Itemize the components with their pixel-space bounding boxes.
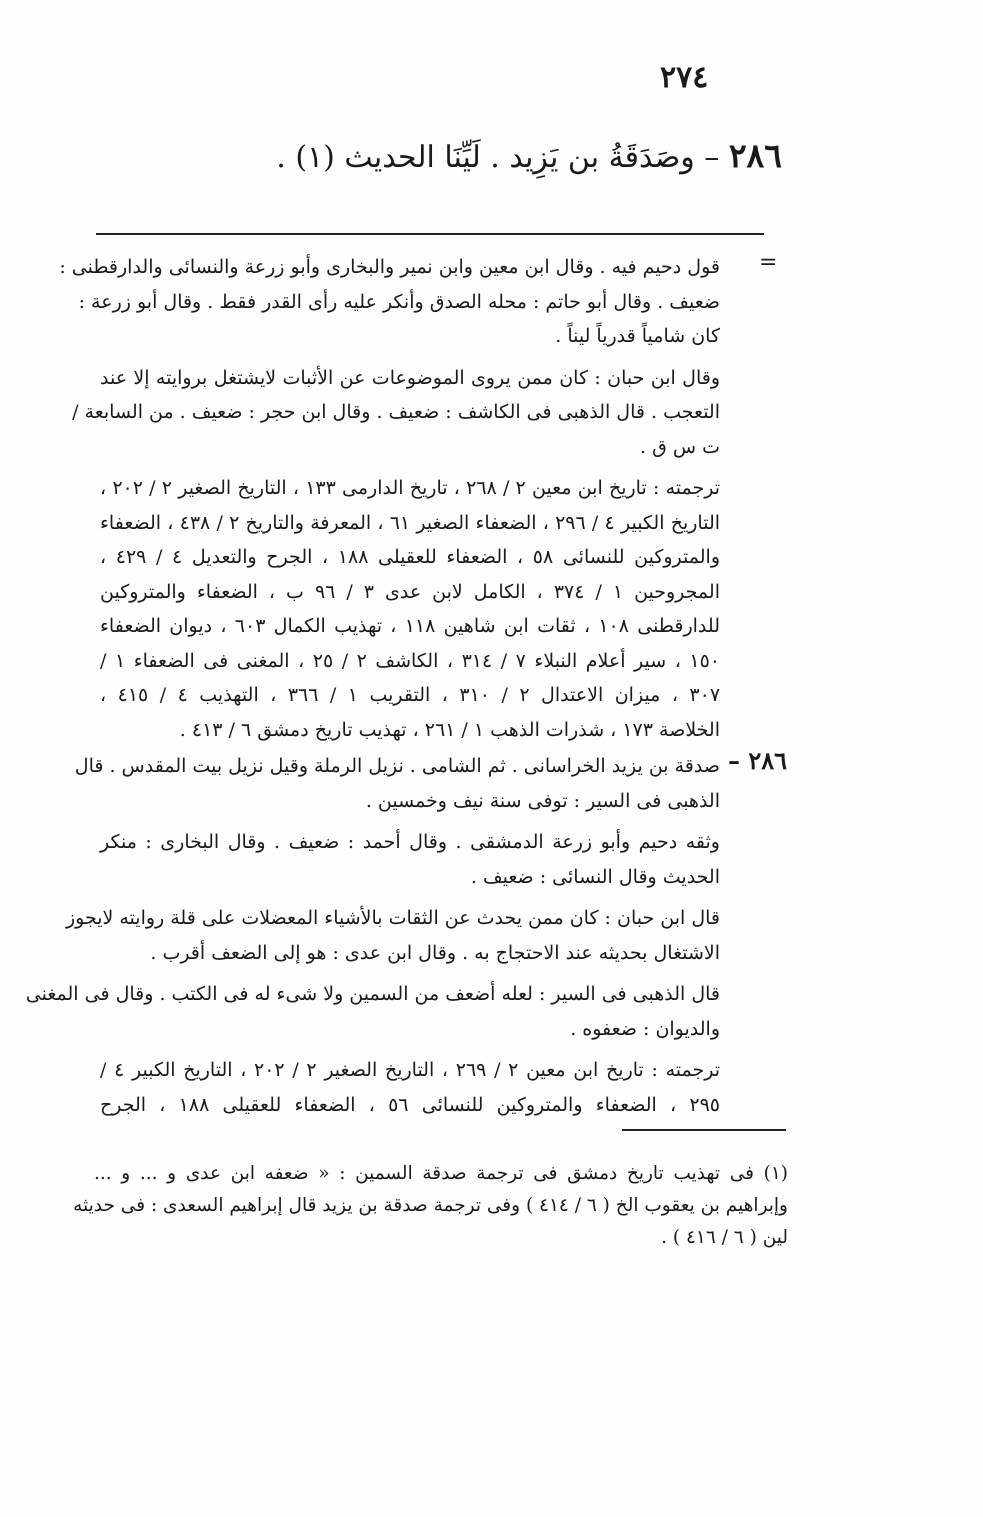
- continuation-mark: =: [759, 250, 778, 275]
- text-line: ضعيف . وقال أبو حاتم : محله الصدق وأنكر عليه رأى القدر فقط . وقال أبو زرعة :: [78, 290, 720, 313]
- text-line: ٢٩٥ ، الضعفاء والمتروكين للنسائى ٥٦ ، الضعفاء للعقيلى ١٨٨ ، الجرح: [100, 1093, 720, 1116]
- footnote-line: لين ( ٦ / ٤١٦ ) .: [661, 1227, 788, 1248]
- paragraph: [72, 361, 720, 465]
- text-line: وقال ابن حبان : كان ممن يروى الموضوعات عن الأثبات لايشتغل بروايته إلا عند: [100, 366, 720, 389]
- text-line: المجروحين ١ / ٣٧٤ ، الكامل لابن عدى ٣ / ٩٦ ب ، الضعفاء والمتروكين: [100, 580, 720, 603]
- text-line: والديوان : ضعفوه .: [570, 1017, 720, 1040]
- paragraph: [100, 1053, 720, 1122]
- commentary-block-b: [25, 749, 721, 1129]
- text-line: ت س ق .: [640, 435, 720, 458]
- text-line: ترجمته : تاريخ ابن معين ٢ / ٢٦٩ ، التاريخ الصغير ٢ / ٢٠٢ ، التاريخ الكبير ٤ /: [100, 1059, 721, 1081]
- section-divider: [96, 233, 764, 235]
- text-line: صدقة بن يزيد الخراسانى . ثم الشامى . نزيل الرملة وقيل نزيل بيت المقدس . قال: [74, 755, 720, 777]
- page-number: ٢٧٤: [660, 60, 709, 95]
- paragraph: [74, 749, 720, 818]
- footnote-divider: [622, 1129, 786, 1131]
- paragraph: [59, 250, 720, 354]
- text-line: ترجمته : تاريخ ابن معين ٢ / ٢٦٨ ، تاريخ الدارمى ١٣٣ ، التاريخ الصغير ٢ / ٢٠٢ ،: [100, 477, 720, 499]
- entry-heading-text: – وصَدَقَةُ بن يَزِيد . لَيِّنَا الحديث (١) .: [276, 140, 729, 175]
- entry-heading: [276, 136, 782, 175]
- footnote-line: وإبراهيم بن يعقوب الخ ( ٦ / ٤١٤ ) وفى ترجمة صدقة بن يزيد قال إبراهيم السعدى : فى حديثه: [73, 1195, 788, 1216]
- text-line: التاريخ الكبير ٤ / ٢٩٦ ، الضعفاء الصغير ٦١ ، المعرفة والتاريخ ٢ / ٤٣٨ ، الضعفاء: [100, 511, 721, 534]
- text-line: قال الذهبى فى السير : لعله أضعف من السمين ولا شىء له فى الكتب . وقال فى المغنى: [25, 983, 720, 1005]
- entry-marker: ٢٨٦ –: [727, 746, 787, 775]
- text-line: ١٥٠ ، سير أعلام النبلاء ٧ / ٣١٤ ، الكاشف ٢ / ٢٥ ، المغنى فى الضعفاء ١ /: [100, 649, 720, 672]
- footnote-1: [73, 1158, 788, 1254]
- text-line: التعجب . قال الذهبى فى الكاشف : ضعيف . وقال ابن حجر : ضعيف . من السابعة /: [72, 401, 720, 423]
- paragraph: [65, 901, 720, 970]
- text-line: للدارقطنى ١٠٨ ، ثقات ابن شاهين ١١٨ ، تهذيب الكمال ٦٠٣ ، ديوان الضعفاء: [100, 615, 720, 637]
- text-line: وثقه دحيم وأبو زرعة الدمشقى . وقال أحمد : ضعيف . وقال البخارى : منكر: [100, 831, 720, 853]
- entry-number: ٢٨٦: [728, 136, 782, 175]
- text-line: والمتروكين للنسائى ٥٨ ، الضعفاء للعقيلى ١٨٨ ، الجرح والتعديل ٤ / ٤٢٩ ،: [100, 546, 721, 568]
- text-line: قول دحيم فيه . وقال ابن معين وابن نمير والبخارى وأبو زرعة والنسائى والدارقطنى :: [59, 256, 720, 278]
- text-line: الذهبى فى السير : توفى سنة نيف وخمسين .: [365, 789, 720, 812]
- text-line: كان شامياً قدرياً ليناً .: [555, 325, 720, 347]
- commentary-block-a: [59, 250, 721, 754]
- paragraph: [100, 471, 720, 747]
- text-line: الحديث وقال النسائى : ضعيف .: [470, 865, 720, 888]
- text-line: الخلاصة ١٧٣ ، شذرات الذهب ١ / ٢٦١ ، تهذيب تاريخ دمشق ٦ / ٤١٣ .: [179, 718, 720, 741]
- text-line: الاشتغال بحديثه عند الاحتجاج به . وقال ابن عدى : هو إلى الضعف أقرب .: [150, 941, 720, 964]
- paragraph: [100, 825, 720, 894]
- footnote-line: (١) فى تهذيب تاريخ دمشق فى ترجمة صدقة السمين : « ضعفه ابن عدى و ... و ...: [94, 1163, 788, 1184]
- text-line: قال ابن حبان : كان ممن يحدث عن الثقات بالأشياء المعضلات على قلة روايته لايجوز: [65, 907, 720, 929]
- paragraph: [25, 977, 720, 1046]
- text-line: ٣٠٧ ، ميزان الاعتدال ٢ / ٣١٠ ، التقريب ١ / ٣٦٦ ، التهذيب ٤ / ٤١٥ ،: [100, 684, 721, 706]
